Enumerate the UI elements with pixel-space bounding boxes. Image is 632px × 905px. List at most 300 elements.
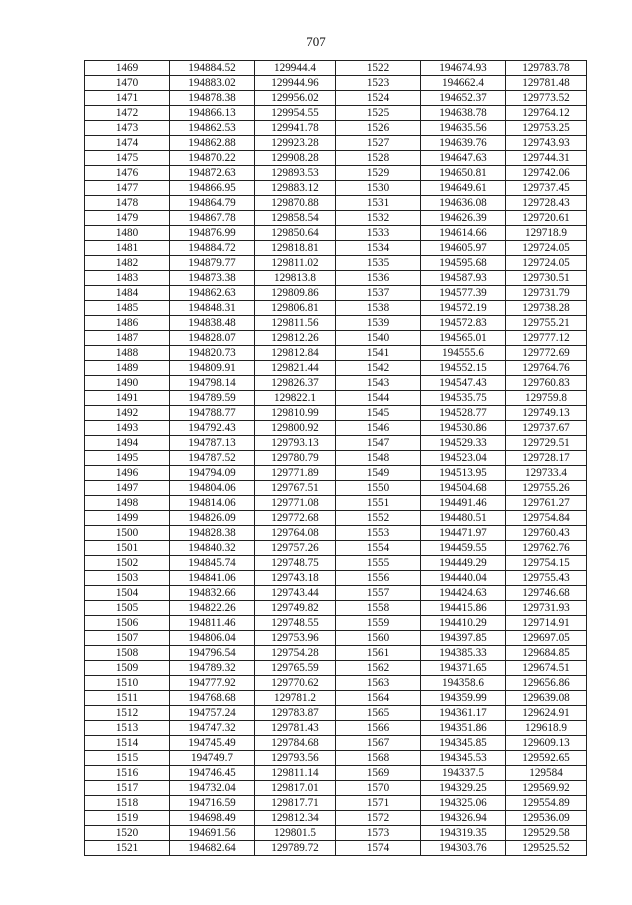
y-coordinate-cell: 129737.45	[506, 181, 587, 196]
point-number-cell: 1492	[85, 406, 170, 421]
point-number-cell: 1471	[85, 91, 170, 106]
point-number-cell: 1496	[85, 466, 170, 481]
y-coordinate-cell: 129754.84	[506, 511, 587, 526]
point-number-cell: 1469	[85, 61, 170, 76]
x-coordinate-cell: 194768.68	[170, 691, 255, 706]
table-row	[85, 676, 587, 691]
y-coordinate-cell: 129697.05	[506, 631, 587, 646]
x-coordinate-cell: 194351.86	[421, 721, 506, 736]
y-coordinate-cell: 129762.76	[506, 541, 587, 556]
coordinates-table	[84, 60, 587, 856]
point-number-cell: 1563	[336, 676, 421, 691]
point-number-cell: 1504	[85, 586, 170, 601]
y-coordinate-cell: 129760.83	[506, 376, 587, 391]
point-number-cell: 1549	[336, 466, 421, 481]
x-coordinate-cell: 194529.33	[421, 436, 506, 451]
table-row	[85, 661, 587, 676]
x-coordinate-cell: 194682.64	[170, 841, 255, 856]
point-number-cell: 1552	[336, 511, 421, 526]
x-coordinate-cell: 194345.53	[421, 751, 506, 766]
y-coordinate-cell: 129728.17	[506, 451, 587, 466]
x-coordinate-cell: 194385.33	[421, 646, 506, 661]
table-row	[85, 406, 587, 421]
point-number-cell: 1516	[85, 766, 170, 781]
point-number-cell: 1570	[336, 781, 421, 796]
table-row	[85, 721, 587, 736]
table-row	[85, 841, 587, 856]
point-number-cell: 1565	[336, 706, 421, 721]
x-coordinate-cell: 194638.78	[421, 106, 506, 121]
x-coordinate-cell: 194822.26	[170, 601, 255, 616]
table-row	[85, 166, 587, 181]
x-coordinate-cell: 194879.77	[170, 256, 255, 271]
x-coordinate-cell: 194424.63	[421, 586, 506, 601]
x-coordinate-cell: 194878.38	[170, 91, 255, 106]
point-number-cell: 1553	[336, 526, 421, 541]
point-number-cell: 1517	[85, 781, 170, 796]
x-coordinate-cell: 194319.35	[421, 826, 506, 841]
y-coordinate-cell: 129809.86	[255, 286, 336, 301]
point-number-cell: 1566	[336, 721, 421, 736]
point-number-cell: 1527	[336, 136, 421, 151]
table-row	[85, 781, 587, 796]
x-coordinate-cell: 194789.59	[170, 391, 255, 406]
y-coordinate-cell: 129826.37	[255, 376, 336, 391]
x-coordinate-cell: 194639.76	[421, 136, 506, 151]
y-coordinate-cell: 129724.05	[506, 256, 587, 271]
point-number-cell: 1470	[85, 76, 170, 91]
y-coordinate-cell: 129764.08	[255, 526, 336, 541]
x-coordinate-cell: 194749.7	[170, 751, 255, 766]
point-number-cell: 1483	[85, 271, 170, 286]
y-coordinate-cell: 129772.68	[255, 511, 336, 526]
point-number-cell: 1501	[85, 541, 170, 556]
y-coordinate-cell: 129954.55	[255, 106, 336, 121]
x-coordinate-cell: 194757.24	[170, 706, 255, 721]
table-row	[85, 61, 587, 76]
point-number-cell: 1573	[336, 826, 421, 841]
table-row	[85, 196, 587, 211]
point-number-cell: 1537	[336, 286, 421, 301]
point-number-cell: 1530	[336, 181, 421, 196]
x-coordinate-cell: 194820.73	[170, 346, 255, 361]
x-coordinate-cell: 194716.59	[170, 796, 255, 811]
point-number-cell: 1564	[336, 691, 421, 706]
x-coordinate-cell: 194329.25	[421, 781, 506, 796]
y-coordinate-cell: 129754.15	[506, 556, 587, 571]
y-coordinate-cell: 129811.02	[255, 256, 336, 271]
point-number-cell: 1509	[85, 661, 170, 676]
y-coordinate-cell: 129757.26	[255, 541, 336, 556]
y-coordinate-cell: 129718.9	[506, 226, 587, 241]
x-coordinate-cell: 194873.38	[170, 271, 255, 286]
x-coordinate-cell: 194397.85	[421, 631, 506, 646]
y-coordinate-cell: 129748.55	[255, 616, 336, 631]
x-coordinate-cell: 194867.78	[170, 211, 255, 226]
y-coordinate-cell: 129801.5	[255, 826, 336, 841]
y-coordinate-cell: 129569.92	[506, 781, 587, 796]
x-coordinate-cell: 194826.09	[170, 511, 255, 526]
y-coordinate-cell: 129793.13	[255, 436, 336, 451]
x-coordinate-cell: 194732.04	[170, 781, 255, 796]
y-coordinate-cell: 129584	[506, 766, 587, 781]
point-number-cell: 1511	[85, 691, 170, 706]
y-coordinate-cell: 129810.99	[255, 406, 336, 421]
y-coordinate-cell: 129592.65	[506, 751, 587, 766]
y-coordinate-cell: 129858.54	[255, 211, 336, 226]
point-number-cell: 1558	[336, 601, 421, 616]
x-coordinate-cell: 194884.72	[170, 241, 255, 256]
x-coordinate-cell: 194814.06	[170, 496, 255, 511]
point-number-cell: 1486	[85, 316, 170, 331]
x-coordinate-cell: 194674.93	[421, 61, 506, 76]
x-coordinate-cell: 194555.6	[421, 346, 506, 361]
x-coordinate-cell: 194650.81	[421, 166, 506, 181]
y-coordinate-cell: 129731.79	[506, 286, 587, 301]
x-coordinate-cell: 194848.31	[170, 301, 255, 316]
table-row	[85, 436, 587, 451]
y-coordinate-cell: 129956.02	[255, 91, 336, 106]
y-coordinate-cell: 129812.34	[255, 811, 336, 826]
point-number-cell: 1536	[336, 271, 421, 286]
x-coordinate-cell: 194552.15	[421, 361, 506, 376]
point-number-cell: 1546	[336, 421, 421, 436]
y-coordinate-cell: 129656.86	[506, 676, 587, 691]
point-number-cell: 1502	[85, 556, 170, 571]
table-row	[85, 796, 587, 811]
y-coordinate-cell: 129781.48	[506, 76, 587, 91]
x-coordinate-cell: 194410.29	[421, 616, 506, 631]
y-coordinate-cell: 129748.75	[255, 556, 336, 571]
x-coordinate-cell: 194337.5	[421, 766, 506, 781]
page-number: 707	[306, 34, 326, 49]
point-number-cell: 1499	[85, 511, 170, 526]
x-coordinate-cell: 194838.48	[170, 316, 255, 331]
point-number-cell: 1505	[85, 601, 170, 616]
y-coordinate-cell: 129755.21	[506, 316, 587, 331]
y-coordinate-cell: 129813.8	[255, 271, 336, 286]
point-number-cell: 1484	[85, 286, 170, 301]
y-coordinate-cell: 129893.53	[255, 166, 336, 181]
x-coordinate-cell: 194787.13	[170, 436, 255, 451]
y-coordinate-cell: 129624.91	[506, 706, 587, 721]
point-number-cell: 1473	[85, 121, 170, 136]
x-coordinate-cell: 194572.19	[421, 301, 506, 316]
table-row	[85, 106, 587, 121]
y-coordinate-cell: 129789.72	[255, 841, 336, 856]
y-coordinate-cell: 129765.59	[255, 661, 336, 676]
point-number-cell: 1541	[336, 346, 421, 361]
table-row	[85, 316, 587, 331]
x-coordinate-cell: 194872.63	[170, 166, 255, 181]
y-coordinate-cell: 129767.51	[255, 481, 336, 496]
point-number-cell: 1514	[85, 736, 170, 751]
x-coordinate-cell: 194636.08	[421, 196, 506, 211]
point-number-cell: 1554	[336, 541, 421, 556]
table-row	[85, 91, 587, 106]
table-row	[85, 136, 587, 151]
x-coordinate-cell: 194794.09	[170, 466, 255, 481]
y-coordinate-cell: 129944.4	[255, 61, 336, 76]
table-row	[85, 151, 587, 166]
table-row	[85, 76, 587, 91]
point-number-cell: 1547	[336, 436, 421, 451]
x-coordinate-cell: 194491.46	[421, 496, 506, 511]
x-coordinate-cell: 194358.6	[421, 676, 506, 691]
x-coordinate-cell: 194587.93	[421, 271, 506, 286]
x-coordinate-cell: 194787.52	[170, 451, 255, 466]
x-coordinate-cell: 194832.66	[170, 586, 255, 601]
point-number-cell: 1490	[85, 376, 170, 391]
y-coordinate-cell: 129764.12	[506, 106, 587, 121]
y-coordinate-cell: 129761.27	[506, 496, 587, 511]
y-coordinate-cell: 129753.25	[506, 121, 587, 136]
y-coordinate-cell: 129771.89	[255, 466, 336, 481]
x-coordinate-cell: 194572.83	[421, 316, 506, 331]
table-row	[85, 826, 587, 841]
point-number-cell: 1491	[85, 391, 170, 406]
x-coordinate-cell: 194806.04	[170, 631, 255, 646]
x-coordinate-cell: 194828.07	[170, 331, 255, 346]
point-number-cell: 1472	[85, 106, 170, 121]
point-number-cell: 1481	[85, 241, 170, 256]
x-coordinate-cell: 194746.45	[170, 766, 255, 781]
x-coordinate-cell: 194811.46	[170, 616, 255, 631]
x-coordinate-cell: 194798.14	[170, 376, 255, 391]
x-coordinate-cell: 194440.04	[421, 571, 506, 586]
point-number-cell: 1506	[85, 616, 170, 631]
point-number-cell: 1534	[336, 241, 421, 256]
y-coordinate-cell: 129908.28	[255, 151, 336, 166]
y-coordinate-cell: 129806.81	[255, 301, 336, 316]
point-number-cell: 1523	[336, 76, 421, 91]
point-number-cell: 1521	[85, 841, 170, 856]
y-coordinate-cell: 129536.09	[506, 811, 587, 826]
point-number-cell: 1571	[336, 796, 421, 811]
x-coordinate-cell: 194523.04	[421, 451, 506, 466]
y-coordinate-cell: 129771.08	[255, 496, 336, 511]
y-coordinate-cell: 129811.14	[255, 766, 336, 781]
point-number-cell: 1572	[336, 811, 421, 826]
point-number-cell: 1542	[336, 361, 421, 376]
table-row	[85, 286, 587, 301]
x-coordinate-cell: 194662.4	[421, 76, 506, 91]
x-coordinate-cell: 194809.91	[170, 361, 255, 376]
y-coordinate-cell: 129743.44	[255, 586, 336, 601]
point-number-cell: 1513	[85, 721, 170, 736]
y-coordinate-cell: 129818.81	[255, 241, 336, 256]
table-row	[85, 526, 587, 541]
y-coordinate-cell: 129744.31	[506, 151, 587, 166]
table-row	[85, 271, 587, 286]
y-coordinate-cell: 129720.61	[506, 211, 587, 226]
y-coordinate-cell: 129754.28	[255, 646, 336, 661]
x-coordinate-cell: 194698.49	[170, 811, 255, 826]
point-number-cell: 1488	[85, 346, 170, 361]
x-coordinate-cell: 194449.29	[421, 556, 506, 571]
table-row	[85, 121, 587, 136]
y-coordinate-cell: 129770.62	[255, 676, 336, 691]
x-coordinate-cell: 194866.13	[170, 106, 255, 121]
table-row	[85, 301, 587, 316]
table-row	[85, 601, 587, 616]
x-coordinate-cell: 194862.53	[170, 121, 255, 136]
y-coordinate-cell: 129781.43	[255, 721, 336, 736]
point-number-cell: 1525	[336, 106, 421, 121]
point-number-cell: 1538	[336, 301, 421, 316]
y-coordinate-cell: 129755.43	[506, 571, 587, 586]
y-coordinate-cell: 129784.68	[255, 736, 336, 751]
y-coordinate-cell: 129870.88	[255, 196, 336, 211]
point-number-cell: 1567	[336, 736, 421, 751]
y-coordinate-cell: 129772.69	[506, 346, 587, 361]
point-number-cell: 1482	[85, 256, 170, 271]
y-coordinate-cell: 129923.28	[255, 136, 336, 151]
table-row	[85, 451, 587, 466]
y-coordinate-cell: 129737.67	[506, 421, 587, 436]
point-number-cell: 1478	[85, 196, 170, 211]
point-number-cell: 1474	[85, 136, 170, 151]
y-coordinate-cell: 129639.08	[506, 691, 587, 706]
y-coordinate-cell: 129773.52	[506, 91, 587, 106]
x-coordinate-cell: 194504.68	[421, 481, 506, 496]
x-coordinate-cell: 194649.61	[421, 181, 506, 196]
point-number-cell: 1557	[336, 586, 421, 601]
x-coordinate-cell: 194862.63	[170, 286, 255, 301]
point-number-cell: 1503	[85, 571, 170, 586]
x-coordinate-cell: 194828.38	[170, 526, 255, 541]
y-coordinate-cell: 129730.51	[506, 271, 587, 286]
point-number-cell: 1477	[85, 181, 170, 196]
y-coordinate-cell: 129883.12	[255, 181, 336, 196]
table-row	[85, 541, 587, 556]
y-coordinate-cell: 129817.01	[255, 781, 336, 796]
y-coordinate-cell: 129755.26	[506, 481, 587, 496]
point-number-cell: 1498	[85, 496, 170, 511]
y-coordinate-cell: 129777.12	[506, 331, 587, 346]
y-coordinate-cell: 129733.4	[506, 466, 587, 481]
point-number-cell: 1559	[336, 616, 421, 631]
table-row	[85, 346, 587, 361]
x-coordinate-cell: 194691.56	[170, 826, 255, 841]
y-coordinate-cell: 129793.56	[255, 751, 336, 766]
point-number-cell: 1489	[85, 361, 170, 376]
y-coordinate-cell: 129822.1	[255, 391, 336, 406]
y-coordinate-cell: 129764.76	[506, 361, 587, 376]
point-number-cell: 1515	[85, 751, 170, 766]
table-row	[85, 181, 587, 196]
y-coordinate-cell: 129674.51	[506, 661, 587, 676]
point-number-cell: 1550	[336, 481, 421, 496]
y-coordinate-cell: 129850.64	[255, 226, 336, 241]
y-coordinate-cell: 129749.13	[506, 406, 587, 421]
x-coordinate-cell: 194614.66	[421, 226, 506, 241]
point-number-cell: 1569	[336, 766, 421, 781]
x-coordinate-cell: 194866.95	[170, 181, 255, 196]
x-coordinate-cell: 194577.39	[421, 286, 506, 301]
table-row	[85, 331, 587, 346]
point-number-cell: 1497	[85, 481, 170, 496]
x-coordinate-cell: 194884.52	[170, 61, 255, 76]
y-coordinate-cell: 129780.79	[255, 451, 336, 466]
point-number-cell: 1529	[336, 166, 421, 181]
table-row	[85, 361, 587, 376]
point-number-cell: 1508	[85, 646, 170, 661]
y-coordinate-cell: 129941.78	[255, 121, 336, 136]
point-number-cell: 1544	[336, 391, 421, 406]
point-number-cell: 1512	[85, 706, 170, 721]
table-row	[85, 811, 587, 826]
point-number-cell: 1556	[336, 571, 421, 586]
x-coordinate-cell: 194371.65	[421, 661, 506, 676]
point-number-cell: 1568	[336, 751, 421, 766]
y-coordinate-cell: 129731.93	[506, 601, 587, 616]
y-coordinate-cell: 129821.44	[255, 361, 336, 376]
y-coordinate-cell: 129783.87	[255, 706, 336, 721]
y-coordinate-cell: 129738.28	[506, 301, 587, 316]
y-coordinate-cell: 129759.8	[506, 391, 587, 406]
point-number-cell: 1510	[85, 676, 170, 691]
point-number-cell: 1543	[336, 376, 421, 391]
table-row	[85, 391, 587, 406]
table-row	[85, 736, 587, 751]
y-coordinate-cell: 129783.78	[506, 61, 587, 76]
table-row	[85, 766, 587, 781]
y-coordinate-cell: 129944.96	[255, 76, 336, 91]
y-coordinate-cell: 129554.89	[506, 796, 587, 811]
point-number-cell: 1555	[336, 556, 421, 571]
y-coordinate-cell: 129724.05	[506, 241, 587, 256]
point-number-cell: 1548	[336, 451, 421, 466]
y-coordinate-cell: 129817.71	[255, 796, 336, 811]
y-coordinate-cell: 129729.51	[506, 436, 587, 451]
x-coordinate-cell: 194471.97	[421, 526, 506, 541]
y-coordinate-cell: 129609.13	[506, 736, 587, 751]
table-row	[85, 421, 587, 436]
table-row	[85, 211, 587, 226]
x-coordinate-cell: 194647.63	[421, 151, 506, 166]
x-coordinate-cell: 194870.22	[170, 151, 255, 166]
point-number-cell: 1531	[336, 196, 421, 211]
point-number-cell: 1528	[336, 151, 421, 166]
y-coordinate-cell: 129714.91	[506, 616, 587, 631]
table-row	[85, 751, 587, 766]
point-number-cell: 1507	[85, 631, 170, 646]
point-number-cell: 1479	[85, 211, 170, 226]
coordinates-table-body	[85, 61, 587, 856]
y-coordinate-cell: 129812.26	[255, 331, 336, 346]
y-coordinate-cell: 129742.06	[506, 166, 587, 181]
x-coordinate-cell: 194862.88	[170, 136, 255, 151]
point-number-cell: 1574	[336, 841, 421, 856]
point-number-cell: 1475	[85, 151, 170, 166]
x-coordinate-cell: 194876.99	[170, 226, 255, 241]
x-coordinate-cell: 194652.37	[421, 91, 506, 106]
table-row	[85, 571, 587, 586]
point-number-cell: 1493	[85, 421, 170, 436]
point-number-cell: 1518	[85, 796, 170, 811]
point-number-cell: 1561	[336, 646, 421, 661]
x-coordinate-cell: 194841.06	[170, 571, 255, 586]
y-coordinate-cell: 129684.85	[506, 646, 587, 661]
point-number-cell: 1500	[85, 526, 170, 541]
table-row	[85, 556, 587, 571]
point-number-cell: 1540	[336, 331, 421, 346]
x-coordinate-cell: 194530.86	[421, 421, 506, 436]
x-coordinate-cell: 194459.55	[421, 541, 506, 556]
point-number-cell: 1535	[336, 256, 421, 271]
x-coordinate-cell: 194361.17	[421, 706, 506, 721]
